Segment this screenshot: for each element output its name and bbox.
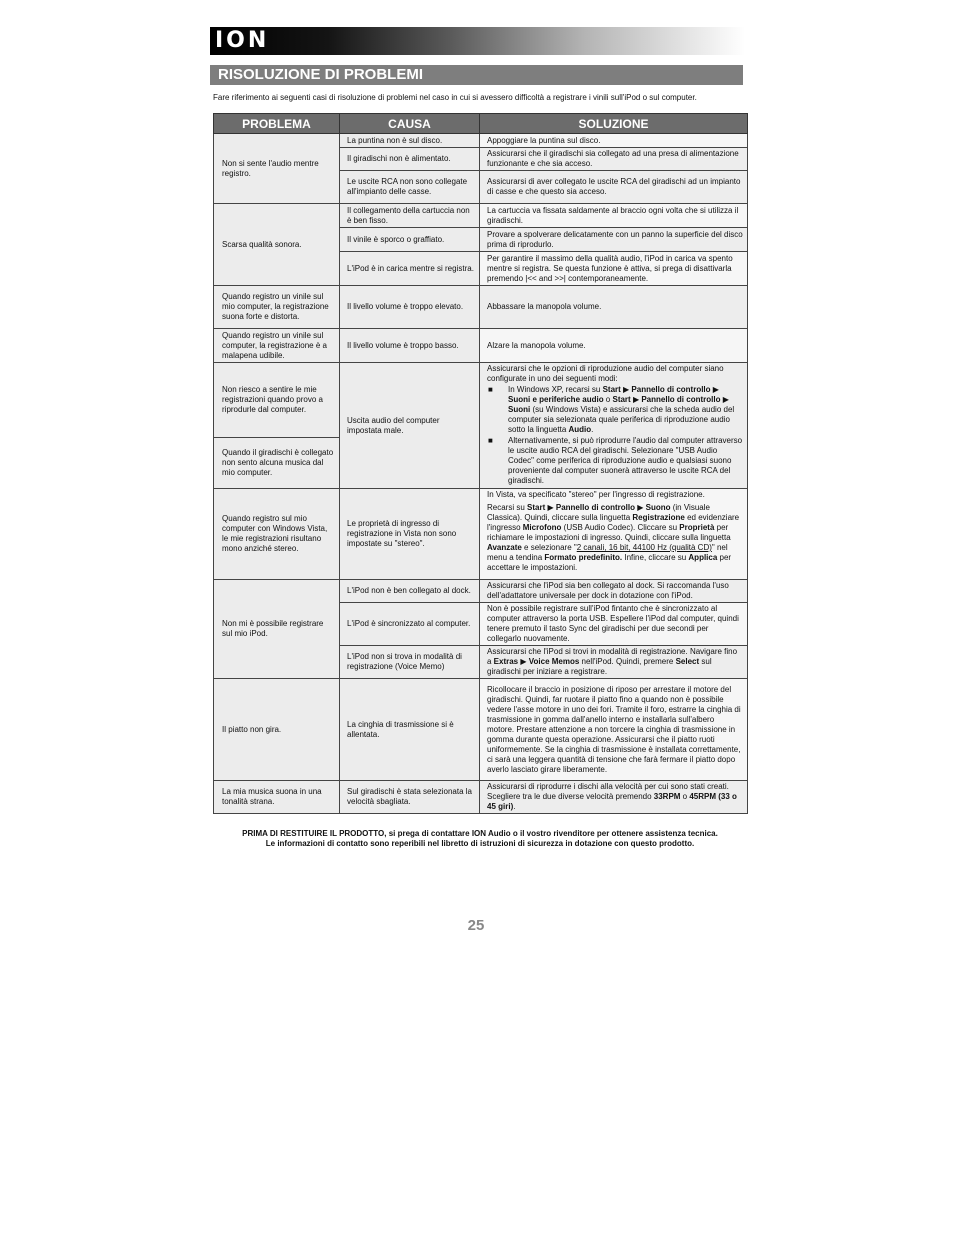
col-header-causa: CAUSA — [340, 114, 480, 134]
problem-cell: Quando registro un vinile sul computer, la registrazione è a malapena udibile. — [214, 329, 340, 363]
table-row — [214, 679, 748, 781]
cause-cell: L'iPod non è ben collegato al dock. — [340, 580, 480, 603]
solution-cell: La cartuccia va fissata saldamente al braccio ogni volta che si utilizza il giradischi. — [480, 204, 748, 228]
problem-cell: La mia musica suona in una tonalità strana. — [214, 781, 340, 814]
solution-cell: Assicurarsi di riprodurre i dischi alla velocità per cui sono stati creati. Scegliere tra le due diverse velocità premendo 33RPM o 45RPM (33 o 45 giri). — [480, 781, 748, 814]
arrow-icon: ▶ — [637, 503, 644, 512]
footer-line: Le informazioni di contatto sono reperibili nel libretto di istruzioni di sicurezza in dotazione con questo prodotto. — [265, 839, 695, 848]
header-row — [214, 114, 748, 134]
problem-cell: Quando registro un vinile sul mio computer, la registrazione suona forte e distorta. — [214, 286, 340, 329]
cause-cell: La cinghia di trasmissione si è allentata. — [340, 679, 480, 781]
solution-cell: Per garantire il massimo della qualità audio, l'iPod in carica va spento mentre si registra. Se questa funzione è attiva, si prega di disattivarla premendo |<< and >>| contemporaneamente. — [480, 252, 748, 286]
solution-steps: Recarsi su Start ▶ Pannello di controllo ▶ Suono (in Visuale Classica). Quindi, cliccare sulla linguetta Registrazione ed evidenziare l'ingresso Microfono (USB Audio Codec). Cliccare su Proprietà per richiamare le impostazioni di ingresso. Quindi, cliccare sulla linguetta Avanzate e selezionare "2 canali, 16 bit, 44100 Hz (qualità CD)" nel menu a tendina Formato predefinito. Infine, cliccare su Applica per accettare le impostazioni. — [487, 503, 740, 572]
problem-cell: Quando registro sul mio computer con Windows Vista, le mie registrazioni risultano mono anziché stereo. — [214, 489, 340, 580]
bullet-icon: ■ — [488, 436, 493, 445]
cause-cell: Le proprietà di ingresso di registrazione in Vista non sono impostate su "stereo". — [340, 489, 480, 580]
bullet-item — [487, 385, 743, 435]
troubleshooting-table — [213, 113, 748, 814]
solution-line: In Vista, va specificato "stereo" per l'ingresso di registrazione. — [487, 490, 705, 499]
arrow-icon: ▶ — [547, 503, 554, 512]
solution-cell: Assicurarsi di aver collegato le uscite RCA del giradischi ad un impianto di casse e che questo sia acceso. — [480, 171, 748, 204]
section-title: RISOLUZIONE DI PROBLEMI — [210, 65, 743, 85]
col-header-soluzione: SOLUZIONE — [480, 114, 748, 134]
cause-cell: Il giradischi non è alimentato. — [340, 148, 480, 171]
cause-cell: L'iPod è in carica mentre si registra. — [340, 252, 480, 286]
solution-cell: Appoggiare la puntina sul disco. — [480, 134, 748, 148]
table-row — [214, 363, 748, 438]
cause-cell: Le uscite RCA non sono collegate all'impianto delle casse. — [340, 171, 480, 204]
problem-cell: Non mi è possibile registrare sul mio iPod. — [214, 580, 340, 679]
table-row — [214, 580, 748, 603]
table-row — [214, 489, 748, 580]
cause-cell: Il vinile è sporco o graffiato. — [340, 228, 480, 252]
solution-cell — [480, 363, 748, 489]
intro-text: Fare riferimento ai seguenti casi di risoluzione di problemi nel caso in cui si avessero difficoltà a registrare i vinili sull'iPod o sul computer. — [213, 93, 697, 102]
bullet-icon: ■ — [488, 385, 493, 394]
solution-cell: Alzare la manopola volume. — [480, 329, 748, 363]
solution-cell: Provare a spolverare delicatamente con un panno la superficie del disco prima di riprodurlo. — [480, 228, 748, 252]
solution-cell: Non è possibile registrare sull'iPod fintanto che è sincronizzato al computer attraverso la porta USB. Espellere l'iPod dal computer, quindi tenere premuto il tasto Sync del giradischi per due secondi per collegarlo nuovamente. — [480, 603, 748, 646]
arrow-icon: ▶ — [632, 395, 640, 404]
arrow-icon: ▶ — [712, 385, 719, 394]
cause-cell: Il livello volume è troppo basso. — [340, 329, 480, 363]
footer-note — [213, 829, 747, 849]
bullet-text: In Windows XP, recarsi su Start ▶ Pannello di controllo ▶ Suoni e periferiche audio o Start ▶ Pannello di controllo ▶ Suoni (su Windows Vista) e assicurarsi che la scheda audio del computer sia selezionata quale periferica di riproduzione audio sotto la linguetta Audio. — [508, 385, 735, 434]
cause-cell: Uscita audio del computer impostata male. — [340, 363, 480, 489]
bullet-text: Alternativamente, si può riprodurre l'audio dal computer attraverso le uscite audio RCA del giradischi. Selezionare "USB Audio Codec" come periferica di riproduzione audio e qualsiasi suono proveniente dal computer suonerà attraverso le uscite RCA del giradischi. — [508, 436, 743, 485]
problem-cell: Scarsa qualità sonora. — [214, 204, 340, 286]
arrow-icon: ▶ — [520, 657, 527, 666]
solution-cell: Abbassare la manopola volume. — [480, 286, 748, 329]
table-row — [214, 134, 748, 148]
cause-cell: L'iPod non si trova in modalità di registrazione (Voice Memo) — [340, 646, 480, 679]
cause-cell: Il collegamento della cartuccia non è ben fisso. — [340, 204, 480, 228]
table-row — [214, 286, 748, 329]
problem-cell: Quando il giradischi è collegato non sento alcuna musica dal mio computer. — [214, 438, 340, 489]
cause-cell: La puntina non è sul disco. — [340, 134, 480, 148]
page-number: 25 — [467, 917, 485, 934]
col-header-problema: PROBLEMA — [214, 114, 340, 134]
table-row — [214, 329, 748, 363]
footer-line: PRIMA DI RESTITUIRE IL PRODOTTO, si prega di contattare ION Audio o il vostro rivenditore per ottenere assistenza tecnica. — [242, 829, 718, 838]
arrow-icon: ▶ — [722, 395, 729, 404]
problem-cell: Non si sente l'audio mentre registro. — [214, 134, 340, 204]
solution-cell: Assicurarsi che l'iPod sia ben collegato al dock. Si raccomanda l'uso dell'adattatore universale per dock in dotazione con l'iPod. — [480, 580, 748, 603]
solution-intro: Assicurarsi che le opzioni di riproduzione audio del computer siano configurate in uno dei seguenti modi: — [487, 364, 724, 383]
table-row — [214, 204, 748, 228]
cause-cell: L'iPod è sincronizzato al computer. — [340, 603, 480, 646]
arrow-icon: ▶ — [623, 385, 630, 394]
cause-cell: Il livello volume è troppo elevato. — [340, 286, 480, 329]
problem-cell: Non riesco a sentire le mie registrazioni quando provo a riprodurle dal computer. — [214, 363, 340, 438]
header-bar — [210, 27, 745, 55]
table-row — [214, 781, 748, 814]
bullet-item — [487, 436, 743, 486]
problem-cell: Il piatto non gira. — [214, 679, 340, 781]
solution-cell — [480, 489, 748, 580]
solution-cell: Assicurarsi che il giradischi sia collegato ad una presa di alimentazione funzionante e che sia acceso. — [480, 148, 748, 171]
solution-cell: Assicurarsi che l'iPod si trovi in modalità di registrazione. Navigare fino a Extras ▶ Voice Memos nell'iPod. Quindi, premere Select sul giradischi per iniziare a registrare. — [480, 646, 748, 679]
ion-logo: ION — [215, 28, 270, 53]
cause-cell: Sul giradischi è stata selezionata la velocità sbagliata. — [340, 781, 480, 814]
solution-cell: Ricollocare il braccio in posizione di riposo per arrestare il motore del giradischi. Quindi, far ruotare il piatto fino a quando non è possibile vedere l'asse motore in uno dei fori. Tramite il foro, estrarre la cinghia di trasmissione in gomma dall'anello interno e installarla sull'albero motore. Prestare attenzione a non torcere la cinghia di trasmissione in gomma durante questa operazione. Assicurarsi che il piatto ruoti uniformemente. Se la cinghia di trasmissione è installata correttamente, ci sarà una leggera quantità di tensione che farà fermare il piatto dopo averlo lasciato girare liberamente. — [480, 679, 748, 781]
